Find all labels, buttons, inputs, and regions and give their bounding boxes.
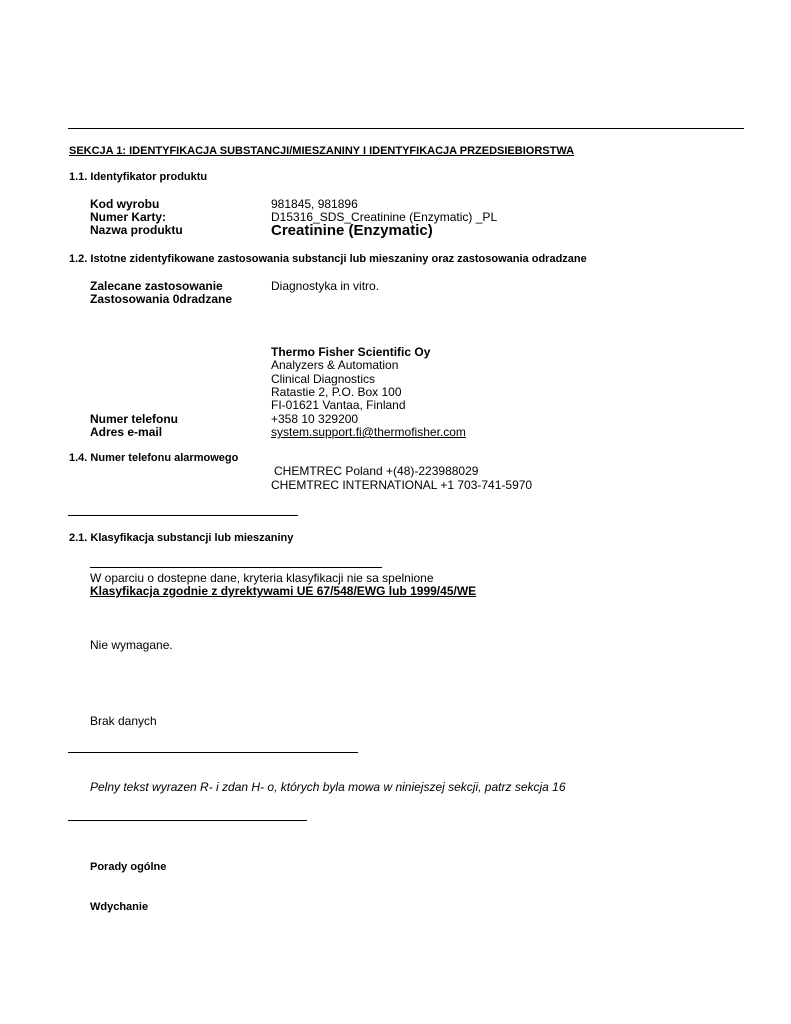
section-1-heading: SEKCJA 1: IDENTYFIKACJA SUBSTANCJI/MIESZANINY I IDENTYFIKACJA PRZEDSIEBIORSTWA <box>69 145 575 157</box>
supplier-line-3: Ratastie 2, P.O. Box 100 <box>271 385 402 399</box>
supplier-line-4: FI-01621 Vantaa, Finland <box>271 398 406 412</box>
supplier-line-2: Clinical Diagnostics <box>271 372 376 386</box>
emergency-line-2: CHEMTREC INTERNATIONAL +1 703-741-5970 <box>271 478 533 492</box>
classification-directive: Klasyfikacja zgodnie z dyrektywami UE 67/548/EWG lub 1999/45/WE <box>90 584 477 598</box>
subsection-1-2-title: 1.2. Istotne zidentyfikowane zastosowania substancji lub mieszaniny oraz zastosowania odradzane <box>69 253 587 265</box>
emergency-line-1: CHEMTREC Poland +(48)-223988029 <box>274 464 479 478</box>
wdychanie-label: Wdychanie <box>90 901 149 913</box>
subsection-2-1-title: 2.1. Klasyfikacja substancji lub mieszaniny <box>69 532 294 544</box>
zalecane-value: Diagnostyka in vitro. <box>271 279 380 293</box>
nazwa-produktu-value: Creatinine (Enzymatic) <box>271 222 433 239</box>
subsection-1-1-title: 1.1. Identyfikator produktu <box>69 171 208 183</box>
supplier-company: Thermo Fisher Scientific Oy <box>271 345 431 359</box>
classification-note: W oparciu o dostepne dane, kryteria klasyfikacji nie sa spelnione <box>90 571 434 585</box>
phone-label: Numer telefonu <box>90 412 179 426</box>
section-divider <box>68 515 298 516</box>
kod-wyrobu-label: Kod wyrobu <box>90 197 160 211</box>
subsection-1-4-title: 1.4. Numer telefonu alarmowego <box>69 452 239 464</box>
zalecane-label: Zalecane zastosowanie <box>90 279 223 293</box>
no-data-text: Brak danych <box>90 714 157 728</box>
numer-karty-value: D15316_SDS_Creatinine (Enzymatic) _PL <box>271 210 498 224</box>
supplier-line-1: Analyzers & Automation <box>271 358 399 372</box>
section-divider-2 <box>68 752 358 753</box>
numer-karty-label: Numer Karty: <box>90 210 167 224</box>
not-required-text: Nie wymagane. <box>90 638 173 652</box>
nazwa-produktu-label: Nazwa produktu <box>90 223 183 237</box>
top-divider <box>68 128 744 129</box>
full-text-note: Pelny tekst wyrazen R- i zdan H- o, których byla mowa w niniejszej sekcji, patrz sekcja 16 <box>90 780 566 794</box>
kod-wyrobu-value: 981845, 981896 <box>271 197 358 211</box>
section-divider-3 <box>68 820 307 821</box>
porady-ogolne-label: Porady ogólne <box>90 861 167 873</box>
email-link[interactable]: system.support.fi@thermofisher.com <box>271 425 466 439</box>
odradzane-label: Zastosowania 0dradzane <box>90 292 233 306</box>
classification-divider <box>90 567 382 568</box>
email-label: Adres e-mail <box>90 425 163 439</box>
phone-value: +358 10 329200 <box>271 412 359 426</box>
